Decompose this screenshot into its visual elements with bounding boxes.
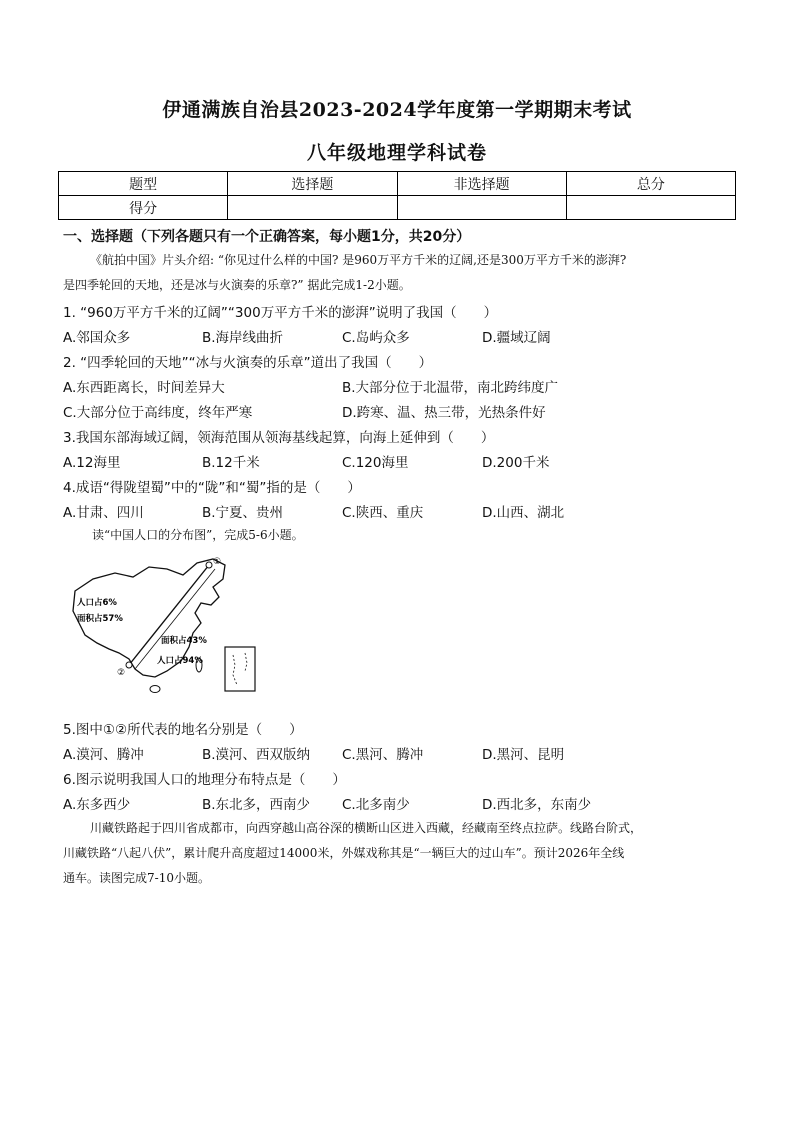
option: B.海岸线曲折 (202, 330, 284, 346)
intro-text: 川藏铁路起于四川省成都市，向西穿越山高谷深的横断山区进入西藏，经藏南至终点拉萨。线路台阶式， (90, 821, 643, 835)
score-cell: 选择题 (228, 172, 397, 196)
option: D.200千米 (482, 455, 550, 471)
exam-title: 伊通满族自治县2023-2024学年度第一学期期末考试 (162, 99, 632, 121)
intro-text: 通车。读图完成7-10小题。 (63, 871, 210, 885)
score-table-header-row (59, 172, 736, 196)
question-stem: 1. “960万平方千米的辽阔”“300万平方千米的澎湃”说明了我国（ ） (63, 305, 498, 321)
option: A.漠河、腾冲 (63, 747, 144, 763)
score-input-cell[interactable] (397, 196, 566, 220)
option: C.黑河、腾冲 (342, 747, 424, 763)
section-heading: 一、选择题（下列各题只有一个正确答案，每小题1分，共20分） (63, 229, 471, 245)
score-table-score-row (59, 196, 736, 220)
option: C.北多南少 (342, 797, 410, 813)
point-1-marker (206, 562, 212, 568)
option: C.陕西、重庆 (342, 505, 424, 521)
map-label-1: ① (213, 557, 222, 567)
inset-dashes (233, 653, 247, 685)
option: D.黑河、昆明 (482, 747, 565, 763)
option: C.岛屿众多 (342, 330, 410, 346)
south-china-sea-inset (225, 647, 255, 691)
option: B.宁夏、贵州 (202, 505, 284, 521)
intro-text: 川藏铁路“八起八伏”，累计爬升高度超过14000米，外媒戏称其是“一辆巨大的过山车”。预计2026年全线 (63, 846, 625, 860)
option: A.甘肃、四川 (63, 505, 144, 521)
option: B.12千米 (202, 455, 260, 471)
option: A.东多西少 (63, 797, 131, 813)
question-stem: 6.图示说明我国人口的地理分布特点是（ ） (63, 772, 346, 788)
score-cell: 题型 (59, 172, 228, 196)
china-map-figure (63, 553, 273, 703)
score-table (58, 171, 736, 220)
east-population-label: 人口占94% (157, 656, 203, 666)
option: B.漠河、西双版纳 (202, 747, 311, 763)
option: B.东北多，西南少 (202, 797, 311, 813)
east-area-label: 面积占43% (161, 636, 207, 646)
option: A.邻国众多 (63, 330, 131, 346)
intro-text: 《航拍中国》片头介绍: “你见过什么样的中国? 是960万平方千米的辽阔,还是300万平方千米的澎湃? (90, 253, 627, 267)
hu-line-shadow (135, 569, 215, 669)
option: A.东西距离长，时间差异大 (63, 380, 225, 396)
map-label-2: ② (117, 668, 126, 678)
option: A.12海里 (63, 455, 121, 471)
score-cell: 总分 (566, 172, 735, 196)
exam-subtitle: 八年级地理学科试卷 (306, 142, 487, 164)
question-stem: 5.图中①②所代表的地名分别是（ ） (63, 722, 303, 738)
west-area-label: 面积占57% (77, 614, 123, 624)
population-map (63, 553, 273, 703)
option: C.大部分位于高纬度，终年严寒 (63, 405, 253, 421)
question-stem: 2. “四季轮回的天地”“冰与火演奏的乐章”道出了我国（ ） (63, 355, 433, 371)
question-stem: 4.成语“得陇望蜀”中的“陇”和“蜀”指的是（ ） (63, 480, 361, 496)
intro-text: 读“中国人口的分布图”，完成5-6小题。 (92, 528, 304, 542)
option: D.山西、湖北 (482, 505, 565, 521)
option: D.疆域辽阔 (482, 330, 551, 346)
score-cell: 非选择题 (397, 172, 566, 196)
west-population-label: 人口占6% (77, 598, 117, 608)
option: C.120海里 (342, 455, 409, 471)
score-cell: 得分 (59, 196, 228, 220)
intro-text: 是四季轮回的天地，还是冰与火演奏的乐章?” 据此完成1-2小题。 (63, 278, 411, 292)
hu-line (129, 565, 209, 665)
point-2-marker (126, 662, 132, 668)
score-input-cell[interactable] (566, 196, 735, 220)
question-stem: 3.我国东部海域辽阔，领海范围从领海基线起算，向海上延伸到（ ） (63, 430, 495, 446)
option: B.大部分位于北温带，南北跨纬度广 (342, 380, 559, 396)
option: D.跨寒、温、热三带，光热条件好 (342, 405, 546, 421)
island-hainan (150, 686, 160, 693)
score-input-cell[interactable] (228, 196, 397, 220)
option: D.西北多，东南少 (482, 797, 592, 813)
